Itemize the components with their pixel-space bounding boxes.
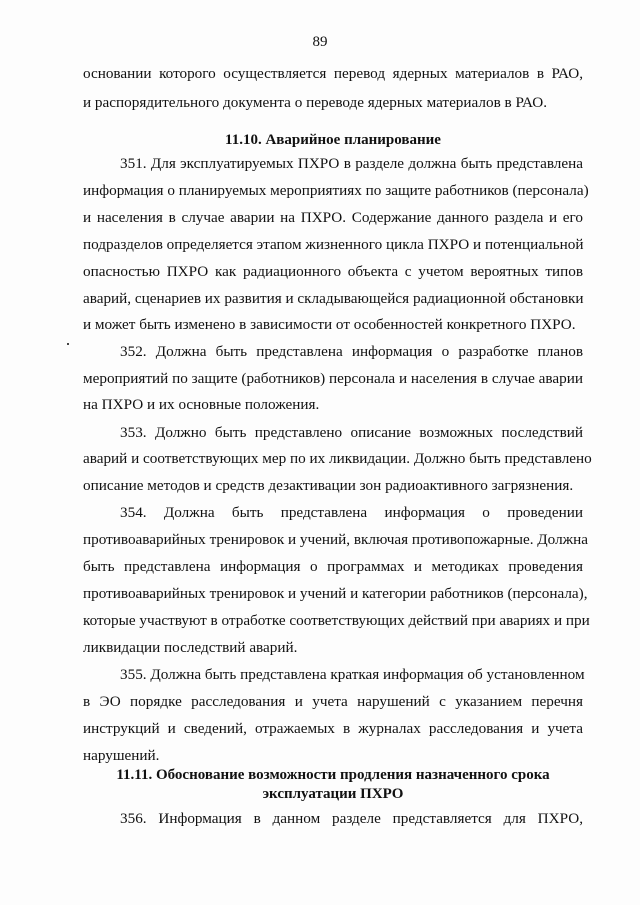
section-heading: эксплуатации ПХРО bbox=[262, 786, 404, 802]
paragraph-354-line: 354. Должна быть представлена информация о проведении bbox=[120, 504, 583, 521]
paragraph-351-line: информация о планируемых мероприятиях по защите работников (персонала) bbox=[83, 182, 589, 199]
paragraph-351-line: аварий, сценариев их развития и складывающейся радиационной обстановки bbox=[83, 290, 584, 307]
paragraph-354-line: которые участвуют в отработке соответствующих действий при авариях и при bbox=[83, 612, 590, 629]
paragraph-356-line: 356. Информация в данном разделе представляется для ПХРО, bbox=[120, 810, 583, 827]
paragraph-352-line: на ПХРО и их основные положения. bbox=[83, 396, 320, 413]
paragraph-351-line: 351. Для эксплуатируемых ПХРО в разделе должна быть представлена bbox=[120, 155, 583, 172]
paragraph-351-line: и может быть изменено в зависимости от особенностей конкретного ПХРО. bbox=[83, 316, 576, 333]
paragraph-351-line: и населения в случае аварии на ПХРО. Содержание данного раздела и его bbox=[83, 209, 583, 226]
paragraph-355-line: 355. Должна быть представлена краткая информация об установленном bbox=[120, 666, 585, 683]
paragraph-352-line: мероприятий по защите (работников) персонала и населения в случае аварии bbox=[83, 370, 583, 387]
section-heading: 11.10. Аварийное планирование bbox=[225, 132, 441, 148]
text-line: и распорядительного документа о переводе ядерных материалов в РАО. bbox=[83, 94, 547, 111]
paragraph-355-line: нарушений. bbox=[83, 747, 160, 764]
page-number: 89 bbox=[312, 34, 328, 50]
text-line: основании которого осуществляется перевод ядерных материалов в РАО, bbox=[83, 65, 583, 82]
paragraph-354-line: противоаварийных тренировок и учений, включая противопожарные. Должна bbox=[83, 531, 589, 548]
paragraph-352-line: 352. Должна быть представлена информация о разработке планов bbox=[120, 343, 583, 360]
margin-mark bbox=[67, 343, 69, 345]
paragraph-355-line: инструкций и сведений, отражаемых в журналах расследования и учета bbox=[83, 720, 583, 737]
paragraph-354-line: ликвидации последствий аварий. bbox=[83, 639, 298, 656]
paragraph-353-line: 353. Должно быть представлено описание возможных последствий bbox=[120, 424, 583, 441]
paragraph-353-line: аварий и соответствующих мер по их ликвидации. Должно быть представлено bbox=[83, 450, 592, 467]
paragraph-351-line: подразделов определяется этапом жизненного цикла ПХРО и потенциальной bbox=[83, 236, 584, 253]
paragraph-355-line: в ЭО порядке расследования и учета нарушений с указанием перечня bbox=[83, 693, 583, 710]
section-heading: 11.11. Обоснование возможности продления назначенного срока bbox=[116, 767, 550, 783]
paragraph-354-line: быть представлена информация о программах и методиках проведения bbox=[83, 558, 583, 575]
paragraph-354-line: противоаварийных тренировок и учений и категории работников (персонала), bbox=[83, 585, 588, 602]
paragraph-353-line: описание методов и средств дезактивации зон радиоактивного загрязнения. bbox=[83, 477, 574, 494]
paragraph-351-line: опасностью ПХРО как радиационного объекта с учетом вероятных типов bbox=[83, 263, 583, 280]
